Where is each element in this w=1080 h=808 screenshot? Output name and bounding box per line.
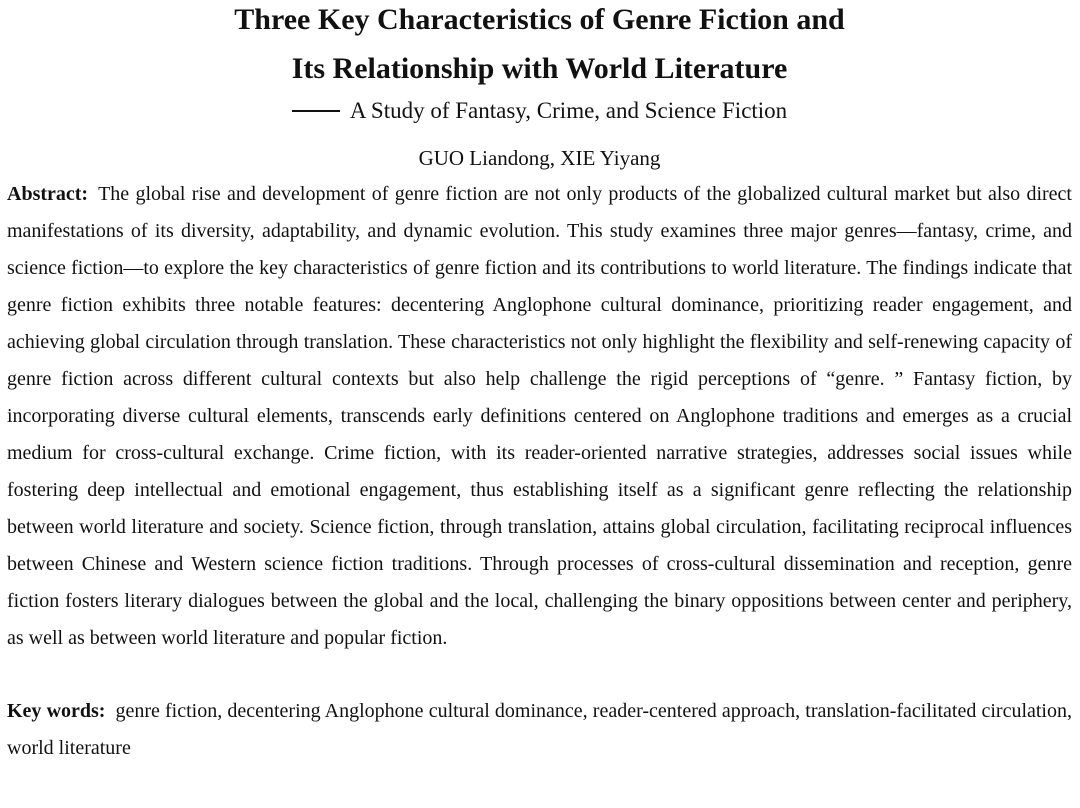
paper-title-line-1: Three Key Characteristics of Genre Fiction and [234,3,845,36]
keywords-label: Key words: [7,700,106,722]
keywords-section [7,693,1072,767]
keywords-text: genre fiction, decentering Anglophone cultural dominance, reader-centered approach, translation-facilitated circulation, world literature [7,700,1072,759]
abstract-text: The global rise and development of genre fiction are not only products of the globalized cultural market but also direct manifestations of its diversity, adaptability, and dynamic evolution. This study examines three major genres—fantasy, crime, and science fiction—to explore the key characteristics of genre fiction and its contributions to world literature. The findings indicate that genre fiction exhibits three notable features: decentering Anglophone cultural dominance, prioritizing reader engagement, and achieving global circulation through translation. These characteristics not only highlight the flexibility and self-renewing capacity of genre fiction across different cultural contexts but also help challenge the rigid perceptions of “genre. ” Fantasy fiction, by incorporating diverse cultural elements, transcends early definitions centered on Anglophone traditions and emerges as a crucial medium for cross-cultural exchange. Crime fiction, with its reader-oriented narrative strategies, addresses social issues while fostering deep intellectual and emotional engagement, thus establishing itself as a significant genre reflecting the relationship between world literature and society. Science fiction, through translation, attains global circulation, facilitating reciprocal influences between Chinese and Western science fiction traditions. Through processes of cross-cultural dissemination and reception, genre fiction fosters literary dialogues between the global and the local, challenging the binary oppositions between center and periphery, as well as between world literature and popular fiction. [7,183,1072,649]
subtitle-text: A Study of Fantasy, Crime, and Science Fiction [349,98,788,123]
subtitle-dash [292,110,340,112]
author-list: GUO Liandong, XIE Yiyang [418,146,661,170]
abstract-section [7,176,1072,657]
paper-title-line-2: Its Relationship with World Literature [291,52,788,85]
paper-subtitle [7,97,1072,125]
abstract-label: Abstract: [7,183,89,205]
